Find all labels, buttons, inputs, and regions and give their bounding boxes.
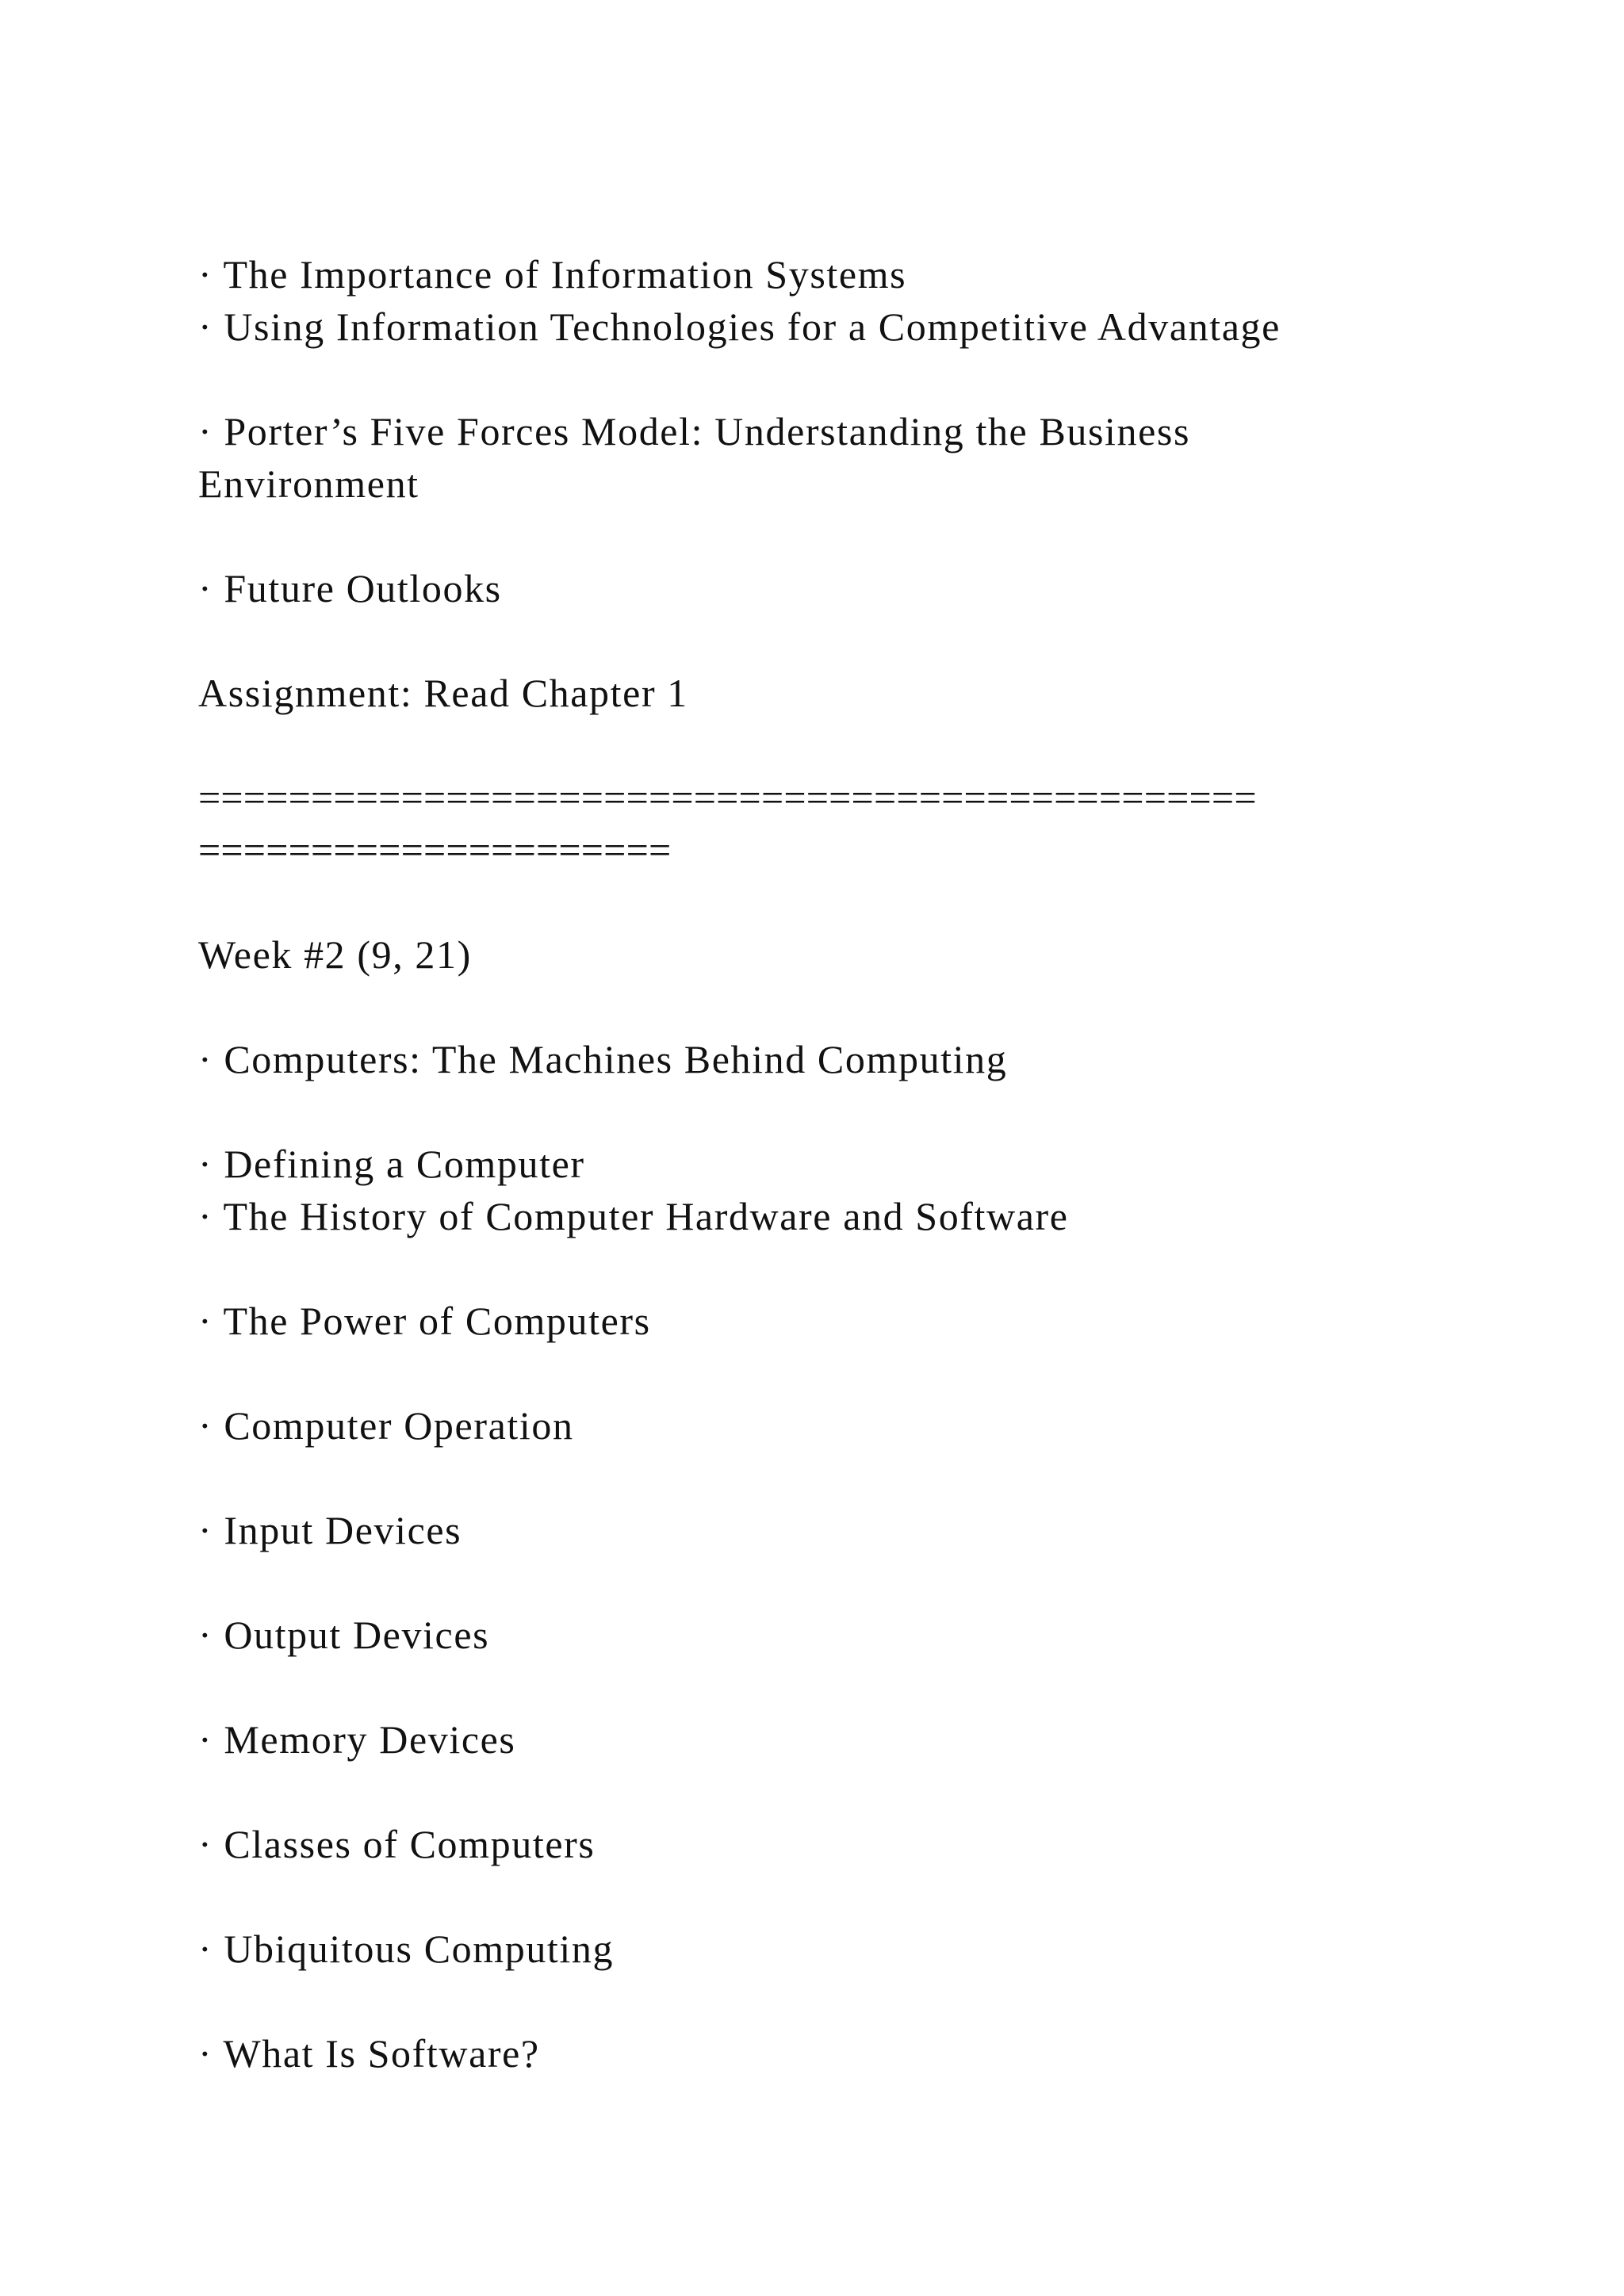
- topic-ubiquitous-computing: · Ubiquitous Computing: [198, 1927, 615, 1971]
- topic-what-is-software: · What Is Software?: [198, 2031, 540, 2076]
- topic-classes-of-computers: · Classes of Computers: [198, 1822, 596, 1866]
- separator-line-1: ===============================================: [198, 775, 1257, 820]
- topic-input-devices: · Input Devices: [198, 1508, 462, 1552]
- topic-history-hardware-software: · The History of Computer Hardware and Software: [198, 1194, 1069, 1238]
- topic-computers-machines: · Computers: The Machines Behind Computing: [198, 1037, 1008, 1081]
- week2-heading: Week #2 (9, 21): [198, 932, 472, 977]
- topic-power-of-computers: · The Power of Computers: [198, 1299, 651, 1343]
- topic-porters-five-forces-line1: · Porter’s Five Forces Model: Understanding the Business: [198, 409, 1191, 453]
- assignment-text: Assignment: Read Chapter 1: [198, 671, 688, 715]
- separator-line-2: =====================: [198, 828, 672, 872]
- topic-competitive-advantage: · Using Information Technologies for a Competitive Advantage: [198, 304, 1281, 349]
- topic-defining-a-computer: · Defining a Computer: [198, 1142, 585, 1186]
- topic-importance-of-information-systems: · The Importance of Information Systems: [198, 252, 907, 297]
- topic-porters-five-forces-line2: Environment: [198, 461, 419, 506]
- topic-memory-devices: · Memory Devices: [198, 1717, 516, 1762]
- topic-computer-operation: · Computer Operation: [198, 1403, 574, 1448]
- topic-output-devices: · Output Devices: [198, 1613, 490, 1657]
- topic-future-outlooks: · Future Outlooks: [198, 566, 502, 610]
